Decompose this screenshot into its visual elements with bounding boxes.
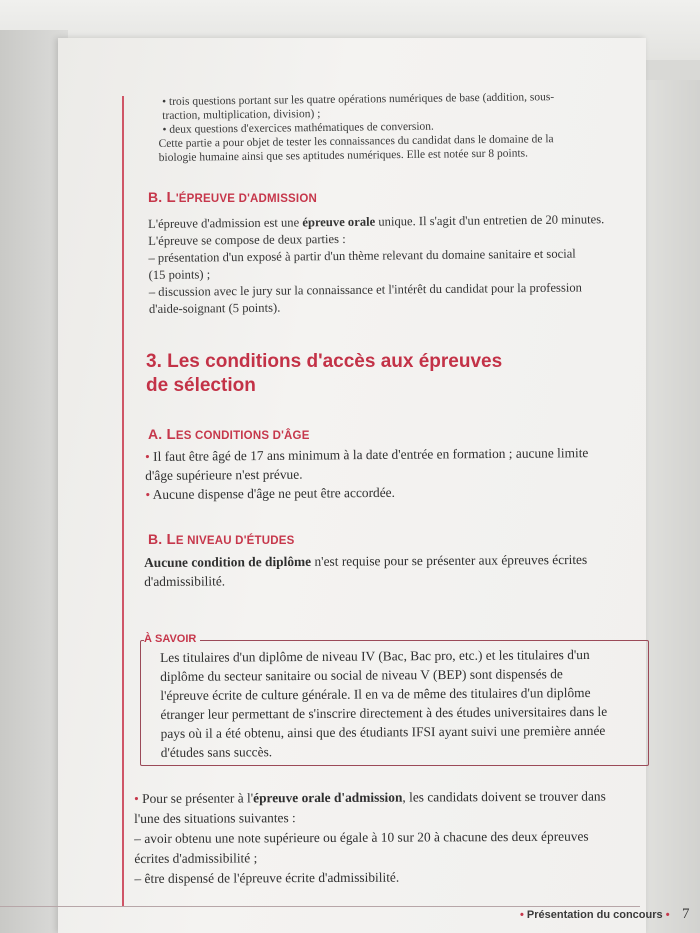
admission-line: – discussion avec le jury sur la connaissance et l'intérêt du candidat pour la profession xyxy=(148,280,582,299)
heading-a-age xyxy=(148,426,310,443)
intro-line: • trois questions portant sur les quatre opérations numériques de base (addition, sous- xyxy=(162,91,555,108)
a-savoir-line: diplôme du secteur sanitaire ou social de niveau V (BEP) sont dispensés de xyxy=(160,666,563,684)
section-3-title xyxy=(146,350,502,398)
heading-rest: E NIVEAU D'ÉTUDES xyxy=(175,535,295,547)
page-number: 7 xyxy=(682,906,690,922)
oral-line: écrites d'admissibilité ; xyxy=(134,850,258,866)
a-savoir-line: Les titulaires d'un diplôme de niveau IV (Bac, Bac pro, etc.) et les titulaires d'un xyxy=(160,647,590,665)
admission-line: – présentation d'un exposé à partir d'un thème relevant du domaine sanitaire et social xyxy=(148,246,576,265)
footer-running-title xyxy=(520,909,670,921)
admission-line: L'épreuve se compose de deux parties : xyxy=(148,231,346,248)
footer-bullet: • xyxy=(520,909,524,921)
intro-line: Cette partie a pour objet de tester les connaissances du candidat dans le domaine de la xyxy=(158,133,554,150)
intro-line: traction, multiplication, division) ; xyxy=(162,108,321,122)
oral-line: – avoir obtenu une note supérieure ou égale à 10 sur 20 à chacune des deux épreuves xyxy=(134,828,589,846)
niveau-block xyxy=(144,550,587,591)
a-savoir-line: pays où il a été obtenu, ainsi que des étudiants IFSI ayant suivi une première année xyxy=(160,722,606,741)
a-savoir-line: l'épreuve écrite de culture générale. Il en va de même des titulaires d'un diplôme xyxy=(160,684,591,703)
heading-cap: L xyxy=(166,426,176,443)
age-block xyxy=(145,443,589,504)
section-3-title-line2: de sélection xyxy=(146,375,256,396)
heading-rest: ES CONDITIONS D'ÂGE xyxy=(175,430,310,442)
heading-letter: B. xyxy=(148,189,163,205)
heading-b-niveau xyxy=(148,531,294,548)
bullet-icon: • xyxy=(134,790,139,806)
footer-label: Présentation du concours xyxy=(526,909,663,921)
footer-bullet: • xyxy=(665,909,670,921)
a-savoir-line: étranger leur permettant de s'inscrire directement à des études universitaires dans le xyxy=(160,703,608,722)
niveau-line: Aucune condition de diplôme n'est requise pour se présenter aux épreuves écrites xyxy=(144,551,588,570)
age-bullet-2: • Aucune dispense d'âge ne peut être accordée. xyxy=(145,484,396,502)
admission-line: L'épreuve d'admission est une épreuve orale unique. Il s'agit d'un entretien de 20 minutes. xyxy=(148,212,605,231)
heading-letter: B. xyxy=(148,531,163,547)
oral-line: • Pour se présenter à l'épreuve orale d'admission, les candidats doivent se trouver dans xyxy=(134,788,606,806)
age-bullet-1-cont: d'âge supérieure n'est prévue. xyxy=(145,466,303,483)
heading-b-admission xyxy=(148,189,317,206)
intro-line: • deux questions d'exercices mathématiques de conversion. xyxy=(162,120,434,136)
a-savoir-line: d'études sans succès. xyxy=(160,744,273,760)
intro-block xyxy=(158,90,555,165)
heading-rest: 'ÉPREUVE D'ADMISSION xyxy=(175,193,317,205)
oral-line: l'une des situations suivantes : xyxy=(134,810,296,826)
admission-line: d'aide-soignant (5 points). xyxy=(148,300,281,316)
heading-cap: L xyxy=(166,531,176,548)
oral-line: – être dispensé de l'épreuve écrite d'admissibilité. xyxy=(134,869,400,886)
niveau-line: d'admissibilité. xyxy=(144,573,226,589)
intro-line: biologie humaine ainsi que ses aptitudes numériques. Elle est notée sur 8 points. xyxy=(158,147,529,164)
bullet-icon: • xyxy=(145,448,150,464)
section-3-title-line1: 3. Les conditions d'accès aux épreuves xyxy=(146,351,503,372)
heading-letter: A. xyxy=(148,426,163,442)
a-savoir-text xyxy=(160,645,608,762)
age-bullet-1: • Il faut être âgé de 17 ans minimum à la date d'entrée en formation ; aucune limite xyxy=(145,445,589,464)
admission-line: (15 points) ; xyxy=(148,267,211,282)
admission-block xyxy=(148,211,605,318)
bullet-icon: • xyxy=(145,486,151,502)
oral-block xyxy=(134,787,606,889)
heading-cap: L xyxy=(166,189,176,206)
a-savoir-label: À SAVOIR xyxy=(144,633,200,645)
